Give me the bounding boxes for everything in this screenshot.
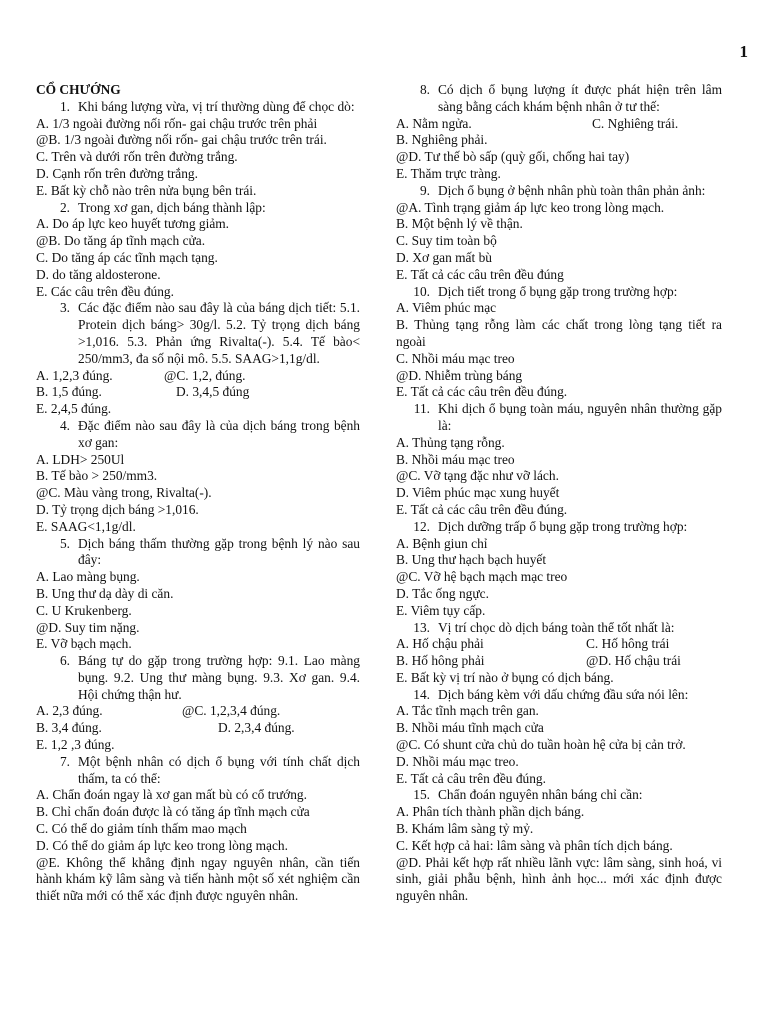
answer-option: @C. Màu vàng trong, Rivalta(-).	[36, 485, 212, 501]
answer-option: E. Thăm trực tràng.	[396, 165, 501, 181]
answer-option: B. Nhồi máu tĩnh mạch cửa	[396, 720, 544, 736]
answer-option: C. Nghiêng trái.	[592, 115, 679, 131]
answer-option: C. Nhồi máu mạc treo	[396, 350, 515, 366]
answer-option: C. Có thể do giảm tính thấm mao mạch	[36, 821, 247, 837]
answer-option: @A. Tình trạng giảm áp lực keo trong lòng mạch.	[396, 199, 665, 215]
question-number: 6.	[59, 653, 70, 669]
answer-option: D. 3,4,5 đúng	[176, 384, 250, 400]
question-number: 4.	[59, 417, 70, 433]
answer-option: E. 1,2 ,3 đúng.	[36, 737, 115, 753]
question-text: Dịch báng kèm với dấu chứng đầu sứa nói lên:	[438, 686, 689, 702]
answer-row	[396, 636, 722, 653]
question-number: 2.	[59, 199, 70, 215]
answer-option: E. Bất kỳ vị trí nào ở bụng có dịch báng.	[396, 669, 614, 685]
question-number: 14.	[413, 686, 430, 702]
answer-option: E. SAAG<1,1g/dl.	[36, 518, 136, 534]
question-text: Đặc điểm nào sau đây là của dịch báng trong bệnh xơ gan:	[78, 417, 360, 450]
question-text: Trong xơ gan, dịch báng thành lập:	[78, 199, 266, 215]
answer-option: A. Nằm ngửa.	[396, 115, 472, 131]
answer-option: @D. Suy tim nặng.	[36, 619, 140, 635]
answer-option: E. Tất cả các câu trên đều đúng	[396, 266, 564, 282]
question-6	[36, 653, 360, 703]
answer-option: E. Tất cả các câu trên đều đúng.	[396, 501, 568, 517]
answer-option: D. Nhồi máu mạc treo.	[396, 753, 519, 769]
question-4	[36, 418, 360, 452]
question-13	[396, 620, 722, 637]
question-number: 11.	[413, 401, 430, 417]
answer-option: C. U Krukenberg.	[36, 602, 132, 618]
question-12	[396, 519, 722, 536]
answer-option: E. Các câu trên đều đúng.	[36, 283, 174, 299]
question-text: Vị trí chọc dò dịch báng toàn thể tốt nhất là:	[438, 619, 675, 635]
question-text: Chẩn đoán nguyên nhân báng chỉ cần:	[438, 787, 643, 803]
answer-option: A. Lao màng bụng.	[36, 569, 140, 585]
question-number: 7.	[59, 753, 70, 769]
question-number: 9.	[419, 182, 430, 198]
answer-option: C. Hố hông trái	[586, 636, 670, 652]
answer-option: D. 2,3,4 đúng.	[218, 720, 295, 736]
answer-option: E. Tất cả câu trên đều đúng.	[396, 770, 546, 786]
question-text: Dịch dưỡng trấp ổ bụng gặp trong trường hợp:	[438, 518, 688, 534]
answer-option: E. 2,4,5 đúng.	[36, 401, 112, 417]
answer-option: A. Viêm phúc mạc	[396, 300, 497, 316]
answer-option: @C. 1,2,3,4 đúng.	[182, 703, 281, 719]
answer-option: B. 3,4 đúng.	[36, 720, 102, 736]
question-text: Dịch ổ bụng ở bệnh nhân phù toàn thân phản ảnh:	[438, 182, 706, 198]
answer-option: D. do tăng aldosterone.	[36, 266, 161, 282]
question-3	[36, 300, 360, 367]
answer-option: C. Kết hợp cả hai: lâm sàng và phân tích dịch báng.	[396, 837, 673, 853]
answer-option: C. Suy tim toàn bộ	[396, 233, 497, 249]
answer-option: B. Nghiêng phải.	[396, 132, 488, 148]
answer-row	[36, 703, 360, 720]
answer-row	[36, 368, 360, 385]
question-text: Báng tự do gặp trong trường hợp: 9.1. Lao màng bụng. 9.2. Ung thư màng bụng. 9.3. Xơ gan. 9.4. Hội chứng thận hư.	[78, 653, 360, 702]
left-column	[36, 82, 360, 905]
answer-option: D. Cạnh rốn trên đường trắng.	[36, 165, 198, 181]
answer-option: A. Do áp lực keo huyết tương giảm.	[36, 216, 230, 232]
answer-option: @B. Do tăng áp tĩnh mạch cửa.	[36, 233, 206, 249]
answer-option: E. Viêm tụy cấp.	[396, 602, 486, 618]
answer-option: D. Viêm phúc mạc xung huyết	[396, 485, 560, 501]
question-number: 15.	[413, 787, 430, 803]
question-text: Dịch tiết trong ổ bụng gặp trong trường hợp:	[438, 283, 678, 299]
answer-option: C. Do tăng áp các tĩnh mạch tạng.	[36, 249, 218, 265]
question-2	[36, 200, 360, 217]
answer-option: @C. Vỡ tạng đặc như vỡ lách.	[396, 468, 559, 484]
answer-option: B. Hố hông phải	[396, 653, 485, 669]
answer-option: B. Khám lâm sàng tỷ mỷ.	[396, 821, 534, 837]
question-11	[396, 401, 722, 435]
answer-option: B. Thủng tạng rỗng làm các chất trong lòng tạng tiết ra ngoài	[396, 317, 722, 349]
answer-option: A. Phân tích thành phần dịch báng.	[396, 804, 585, 820]
answer-option: B. Nhồi máu mạc treo	[396, 451, 515, 467]
answer-option: D. Tắc ống ngực.	[396, 585, 489, 601]
question-number: 1.	[59, 98, 70, 114]
question-number: 12.	[413, 518, 430, 534]
answer-row	[396, 653, 722, 670]
page-number: 1	[739, 42, 748, 61]
right-column	[396, 82, 722, 905]
answer-option: A. 1,2,3 đúng.	[36, 367, 113, 383]
answer-option: @D. Nhiễm trùng báng	[396, 367, 523, 383]
question-1	[36, 99, 360, 116]
question-number: 8.	[419, 82, 430, 97]
answer-option: A. LDH> 250Ul	[36, 451, 125, 467]
answer-option: A. 1/3 ngoài đường nối rốn- gai chậu trước trên phải	[36, 115, 318, 131]
question-text: Dịch báng thấm thường gặp trong bệnh lý nào sau đây:	[78, 535, 360, 568]
answer-option: B. Tế bào > 250/mm3.	[36, 468, 158, 484]
question-10	[396, 284, 722, 301]
question-text: Có dịch ổ bụng lượng ít được phát hiện trên lâm sàng bằng cách khám bệnh nhân ở tư thế:	[438, 82, 722, 114]
answer-option: @C. Có shunt cửa chủ do tuần hoàn hệ cửa bị cản trở.	[396, 737, 686, 753]
answer-option: D. Xơ gan mất bù	[396, 249, 492, 265]
question-number: 3.	[59, 300, 70, 316]
question-8	[396, 82, 722, 116]
answer-row	[396, 116, 722, 133]
answer-option: @B. 1/3 ngoài đường nối rốn- gai chậu trước trên trái.	[36, 132, 327, 148]
answer-row	[36, 720, 360, 737]
question-9	[396, 183, 722, 200]
question-text: Khi báng lượng vừa, vị trí thường dùng để chọc dò:	[78, 98, 355, 114]
answer-option: D. Tỷ trọng dịch báng >1,016.	[36, 501, 199, 517]
question-15	[396, 787, 722, 804]
question-number: 13.	[413, 619, 430, 635]
answer-option: @D. Phải kết hợp rất nhiều lãnh vực: lâm sàng, sinh hoá, vi sinh, giải phẫu bệnh, hình ảnh học... mới xác định được nguyên nhân.	[396, 854, 722, 904]
answer-option: A. Thủng tạng rỗng.	[396, 434, 505, 450]
answer-option: E. Bất kỳ chỗ nào trên nửa bụng bên trái.	[36, 182, 257, 198]
answer-option: B. Ung thư hạch bạch huyết	[396, 552, 547, 568]
question-number: 10.	[413, 283, 430, 299]
question-text: Một bệnh nhân có dịch ổ bụng với tính chất dịch thấm, ta có thể:	[78, 753, 360, 786]
question-text: Khi dịch ổ bụng toàn máu, nguyên nhân thường gặp là:	[438, 401, 722, 433]
answer-option: A. 2,3 đúng.	[36, 703, 103, 719]
answer-option: @D. Tư thế bò sấp (quỳ gối, chống hai tay)	[396, 149, 630, 165]
answer-row	[36, 384, 360, 401]
answer-option: A. Hố chậu phải	[396, 636, 484, 652]
answer-option: E. Tất cả các câu trên đều đúng.	[396, 384, 568, 400]
document-title: CỔ CHƯỚNG	[36, 82, 121, 97]
answer-option: B. Một bệnh lý về thận.	[396, 216, 523, 232]
answer-option: A. Bệnh giun chỉ	[396, 535, 488, 551]
answer-option: B. Ung thư dạ dày di căn.	[36, 585, 174, 601]
question-number: 5.	[59, 535, 70, 551]
answer-option: E. Vỡ bạch mạch.	[36, 636, 132, 652]
question-7	[36, 754, 360, 788]
answer-option: A. Tắc tĩnh mạch trên gan.	[396, 703, 539, 719]
answer-option: B. 1,5 đúng.	[36, 384, 102, 400]
answer-option: @D. Hố chậu trái	[586, 653, 681, 669]
answer-option: @C. Vỡ hệ bạch mạch mạc treo	[396, 569, 568, 585]
answer-option: B. Chỉ chẩn đoán được là có tăng áp tĩnh mạch cửa	[36, 804, 310, 820]
answer-option: @C. 1,2, đúng.	[164, 367, 246, 383]
answer-option: D. Có thể do giảm áp lực keo trong lòng mạch.	[36, 837, 288, 853]
question-text: Các đặc điểm nào sau đây là của báng dịch tiết: 5.1. Protein dịch báng> 30g/l. 5.2. Tỷ trọng dịch báng >1,016. 5.3. Phản ứng Rivalta(-). 5.4. Tế bào< 250/mm3, đa số nội mô. 5.5. SAAG>1,1g/dl.	[78, 300, 360, 366]
question-14	[396, 687, 722, 704]
answer-option: A. Chẩn đoán ngay là xơ gan mất bù có cổ trướng.	[36, 787, 307, 803]
answer-option: C. Trên và dưới rốn trên đường trắng.	[36, 149, 238, 165]
question-5	[36, 536, 360, 570]
answer-option: @E. Không thể khẳng định ngay nguyên nhân, cần tiến hành khám kỹ lâm sàng và tiến hành một số xét nghiệm cần thiết nữa mới có thể xác định được nguyên nhân.	[36, 854, 360, 904]
